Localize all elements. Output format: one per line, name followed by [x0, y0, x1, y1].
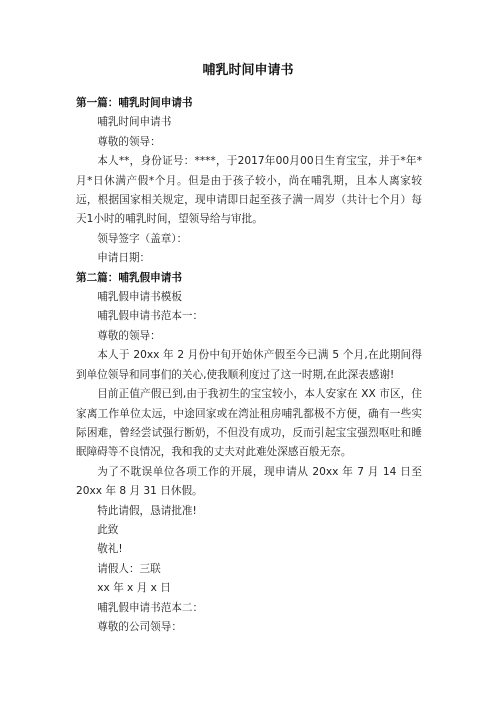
section-heading: 第一篇：哺乳时间申请书 [76, 97, 193, 109]
paragraph: 尊敬的领导： [97, 329, 161, 342]
document-body [76, 94, 422, 637]
paragraph: 哺乳假申请书范本一： [97, 310, 204, 323]
document-title: 哺乳时间申请书 [202, 63, 294, 78]
paragraph: 本人**，身份证号：****，于2017年00月00日生育宝宝，并于*年*月*日休满产假*个月。但是由于孩子较小，尚在哺乳期，且本人离家较远，根据国家相关规定，现申请即日起至孩子满一周岁（共计七个月）每天1小时的哺乳时间，望领导给与审批。 [76, 155, 422, 226]
paragraph: 此致 [97, 523, 119, 536]
paragraph: 哺乳假申请书范本二： [97, 601, 204, 614]
paragraph: 特此请假，恳请批准! [97, 504, 197, 517]
paragraph: 尊敬的公司领导： [97, 620, 182, 633]
paragraph: 本人于 20xx 年 2 月份中旬开始休产假至今已满 5 个月,在此期间得到单位领导和同事们的关心,使我顺利度过了这一时期,在此深表感谢! [76, 349, 422, 381]
section-heading: 第二篇：哺乳假申请书 [76, 271, 182, 284]
paragraph: 尊敬的领导： [97, 135, 161, 148]
paragraph: 目前正值产假已到,由于我初生的宝宝较小，本人安家在 XX 市区，住家离工作单位太远，中途回家或在湾沚租房哺乳都极不方便，确有一些实际困难，曾经尝试强行断奶，不但没有成功，反而引起宝宝强烈呕吐和睡眠障碍等不良情况，我和我的丈夫对此难处深感百般无奈。 [76, 388, 422, 459]
paragraph: xx 年 x 月 x 日 [97, 582, 171, 595]
paragraph: 敬礼! [97, 543, 123, 556]
paragraph: 哺乳时间申请书 [97, 116, 172, 129]
paragraph: 哺乳假申请书模板 [97, 291, 182, 304]
paragraph: 领导签字（盖章）： [97, 232, 188, 245]
paragraph: 为了不耽误单位各项工作的开展，现申请从 20xx 年 7 月 14 日至 20xx 年 8 月 31 日休假。 [76, 465, 422, 498]
paragraph: 申请日期： [97, 252, 151, 265]
paragraph: 请假人：三联 [97, 562, 161, 575]
